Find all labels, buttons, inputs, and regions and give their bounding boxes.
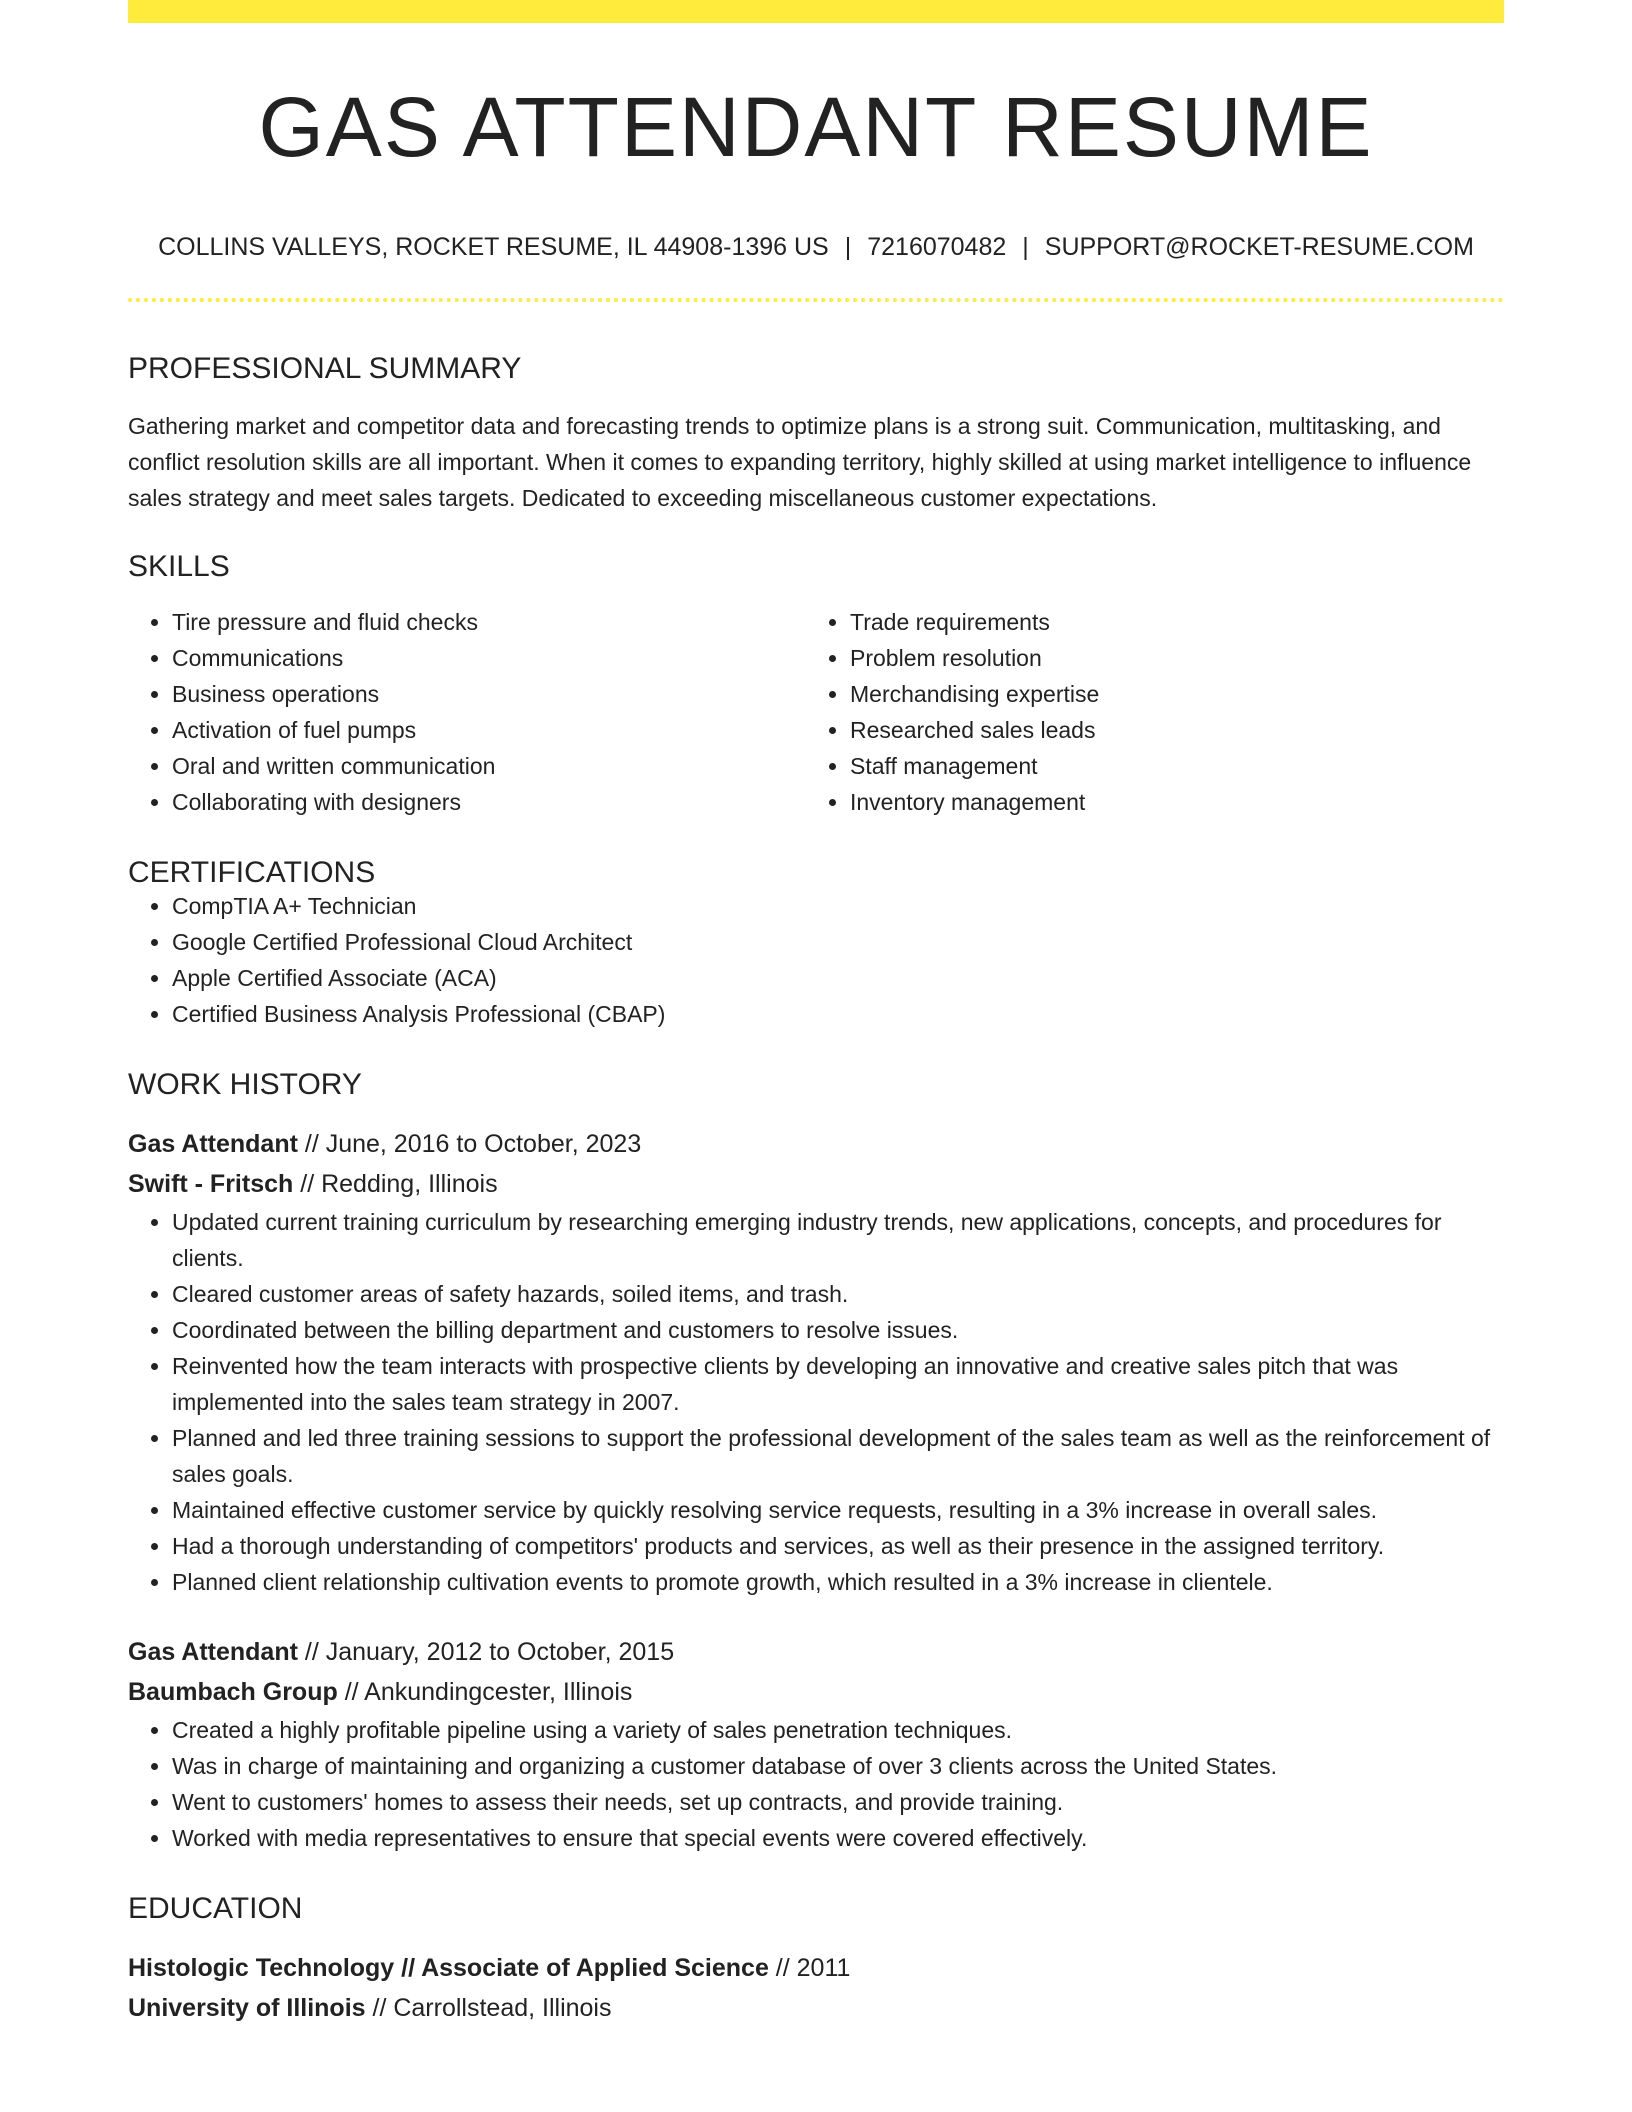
contact-separator: | [844, 233, 852, 261]
skill-item: • Activation of fuel pumps [172, 712, 806, 748]
job-entry [128, 1632, 1504, 1856]
job-bullet: • Worked with media representatives to ensure that special events were covered effectively. [172, 1820, 1504, 1856]
work-history-heading: WORK HISTORY [128, 1068, 362, 1101]
education-location: // Carrollstead, Illinois [365, 1994, 612, 2022]
skill-item: • Oral and written communication [172, 748, 806, 784]
job-role: Gas Attendant [128, 1130, 298, 1158]
skill-item: • Merchandising expertise [850, 676, 1484, 712]
certification-item: • Apple Certified Associate (ACA) [172, 960, 1504, 996]
job-role: Gas Attendant [128, 1638, 298, 1666]
contact-separator: | [1022, 233, 1029, 261]
resume-page [128, 0, 1504, 2028]
job-bullet-list [128, 1712, 1504, 1856]
job-bullet: • Had a thorough understanding of competitors' products and services, as well as their presence in the assigned territory. [172, 1528, 1504, 1564]
education-heading: EDUCATION [128, 1892, 303, 1925]
job-bullet: • Cleared customer areas of safety hazards, soiled items, and trash. [172, 1276, 1504, 1312]
resume-title: GAS ATTENDANT RESUME [258, 80, 1374, 174]
summary-heading: PROFESSIONAL SUMMARY [128, 352, 522, 385]
contact-address: COLLINS VALLEYS, ROCKET RESUME, IL 44908-1396 US [158, 233, 829, 261]
skill-item: • Communications [172, 640, 806, 676]
contact-phone: 7216070482 [867, 233, 1007, 261]
skill-item: • Trade requirements [850, 604, 1484, 640]
job-bullet: • Was in charge of maintaining and organizing a customer database of over 3 clients across the United States. [172, 1748, 1504, 1784]
job-dates: // June, 2016 to October, 2023 [297, 1130, 642, 1158]
job-location: // Redding, Illinois [293, 1170, 498, 1198]
job-bullet: • Maintained effective customer service by quickly resolving service requests, resulting in a 3% increase in overall sales. [172, 1492, 1504, 1528]
certification-item: • Certified Business Analysis Professional (CBAP) [172, 996, 1504, 1032]
job-bullet-list [128, 1204, 1504, 1600]
job-company-line [128, 1164, 1504, 1204]
skills-columns [128, 604, 1504, 820]
summary-text: Gathering market and competitor data and forecasting trends to optimize plans is a strong suit. Communication, multitasking, and conflict resolution skills are all important. When it comes to expanding territory, highly skilled at using market intelligence to influence sales strategy and meet sales targets. Dedicated to exceeding miscellaneous customer expectations. [128, 413, 1472, 511]
skill-item: • Researched sales leads [850, 712, 1484, 748]
education-degree-line [128, 1948, 1504, 1988]
certifications-list [128, 888, 1504, 1032]
certification-item: • CompTIA A+ Technician [172, 888, 1504, 924]
skill-item: • Inventory management [850, 784, 1484, 820]
job-bullet: • Coordinated between the billing department and customers to resolve issues. [172, 1312, 1504, 1348]
job-company: Swift - Fritsch [128, 1170, 294, 1198]
certification-item: • Google Certified Professional Cloud Architect [172, 924, 1504, 960]
contact-email: SUPPORT@ROCKET-RESUME.COM [1044, 233, 1474, 261]
education-school: University of Illinois [128, 1994, 366, 2022]
job-role-line [128, 1124, 1504, 1164]
job-bullet: • Planned client relationship cultivation events to promote growth, which resulted in a 3% increase in clientele. [172, 1564, 1504, 1600]
job-role-line [128, 1632, 1504, 1672]
skills-right-list [806, 604, 1484, 820]
job-entry [128, 1124, 1504, 1600]
job-bullet: • Created a highly profitable pipeline using a variety of sales penetration techniques. [172, 1712, 1504, 1748]
job-bullet: • Reinvented how the team interacts with prospective clients by developing an innovative and creative sales pitch that was implemented into the sales team strategy in 2007. [172, 1348, 1504, 1420]
skills-heading: SKILLS [128, 550, 230, 583]
skill-item: • Tire pressure and fluid checks [172, 604, 806, 640]
dotted-divider [128, 298, 1504, 302]
education-school-line [128, 1988, 1504, 2028]
job-dates: // January, 2012 to October, 2015 [297, 1638, 675, 1666]
certifications-heading: CERTIFICATIONS [128, 856, 376, 889]
education-degree: Histologic Technology // Associate of Applied Science [128, 1954, 769, 1982]
job-company: Baumbach Group [128, 1678, 338, 1706]
contact-line [128, 235, 1504, 260]
job-company-line [128, 1672, 1504, 1712]
job-location: // Ankundingcester, Illinois [337, 1678, 633, 1706]
skill-item: • Business operations [172, 676, 806, 712]
skill-item: • Staff management [850, 748, 1484, 784]
job-bullet: • Went to customers' homes to assess their needs, set up contracts, and provide training. [172, 1784, 1504, 1820]
skill-item: • Problem resolution [850, 640, 1484, 676]
education-year: // 2011 [768, 1954, 851, 1982]
education-entry [128, 1948, 1504, 2028]
skills-left-list [128, 604, 806, 820]
job-bullet: • Updated current training curriculum by researching emerging industry trends, new applications, concepts, and procedures for clients. [172, 1204, 1504, 1276]
job-bullet: • Planned and led three training sessions to support the professional development of the sales team as well as the reinforcement of sales goals. [172, 1420, 1504, 1492]
accent-bar [128, 0, 1504, 23]
skill-item: • Collaborating with designers [172, 784, 806, 820]
